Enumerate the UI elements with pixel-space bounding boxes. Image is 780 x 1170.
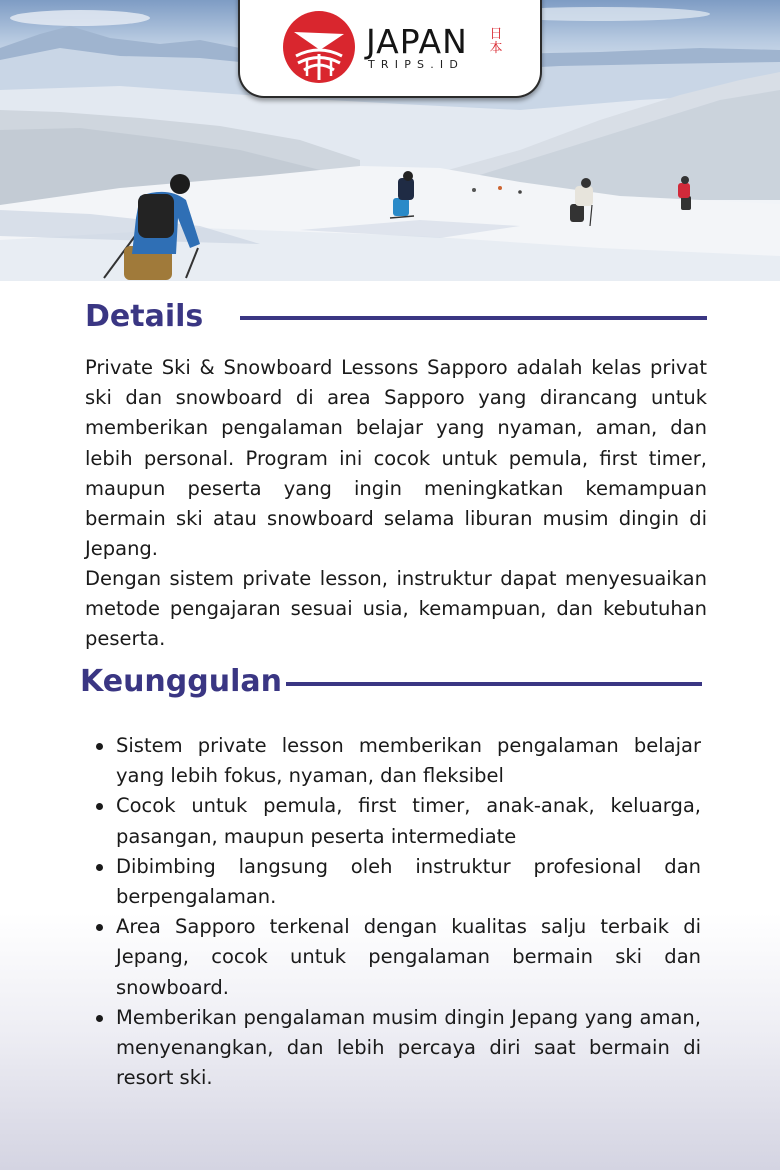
brand-name: JAPAN xyxy=(366,22,468,61)
list-item xyxy=(116,1003,701,1094)
advantages-heading: Keunggulan xyxy=(80,664,282,699)
bullet-icon xyxy=(96,924,103,931)
list-item-text: Memberikan pengalaman musim dingin Jepang yang aman, menyenangkan, dan lebih percaya diri saat bermain di resort ski. xyxy=(116,1005,701,1090)
list-item-text: Dibimbing langsung oleh instruktur profesional dan berpengalaman. xyxy=(116,854,701,909)
details-divider xyxy=(240,316,707,320)
list-item xyxy=(116,791,701,851)
bullet-icon xyxy=(96,864,103,871)
list-item-text: Cocok untuk pemula, first timer, anak-anak, keluarga, pasangan, maupun peserta intermediate xyxy=(116,794,701,848)
advantages-divider xyxy=(286,682,702,686)
brand-kanji-2: 本 xyxy=(489,41,503,56)
logo-card[interactable] xyxy=(238,0,542,98)
details-paragraph-1: Private Ski & Snowboard Lessons Sapporo adalah kelas privat ski dan snowboard di area Sapporo yang dirancang untuk memberikan pengalaman belajar yang nyaman, aman, dan lebih personal. Program ini cocok untuk pemula, first timer, maupun peserta yang ingin meningkatkan kemampuan bermain ski atau snowboard selama liburan musim dingin di Jepang. xyxy=(85,356,707,561)
advantages-list xyxy=(116,731,701,1093)
list-item xyxy=(116,852,701,912)
list-item xyxy=(116,731,701,791)
bullet-icon xyxy=(96,803,103,810)
list-item-text: Sistem private lesson memberikan pengalaman belajar yang lebih fokus, nyaman, dan fleksibel xyxy=(116,734,701,788)
details-heading: Details xyxy=(85,299,204,334)
bullet-icon xyxy=(96,1015,103,1022)
brand-subtitle: TRIPS.ID xyxy=(368,58,465,71)
bullet-icon xyxy=(96,743,103,750)
brand-kanji xyxy=(488,28,504,56)
details-paragraph-2: Dengan sistem private lesson, instruktur dapat menyesuaikan metode pengajaran sesuai usia, kemampuan, dan kebutuhan peserta. xyxy=(85,567,707,651)
list-item xyxy=(116,912,701,1003)
brand-kanji-1: 日 xyxy=(489,27,503,42)
list-item-text: Area Sapporo terkenal dengan kualitas salju terbaik di Jepang, cocok untuk pengalaman bermain ski dan snowboard. xyxy=(116,915,701,999)
japan-trips-logo-icon xyxy=(282,10,356,84)
